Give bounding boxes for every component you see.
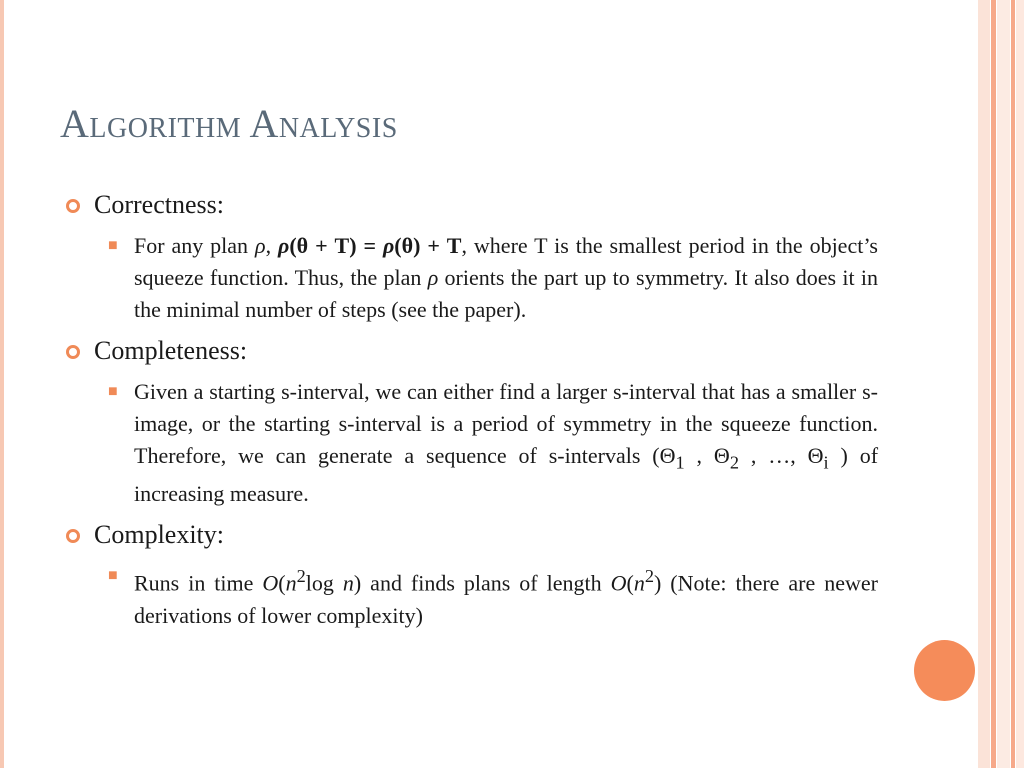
slide-content: [64, 186, 878, 638]
ring-bullet-icon: [66, 345, 80, 359]
right-stripe-decoration: [997, 0, 1010, 768]
right-stripe-decoration: [1016, 0, 1024, 768]
right-stripe-decoration: [1011, 0, 1015, 768]
section-heading-completeness: Completeness:: [64, 332, 878, 370]
section-heading-correctness: Correctness:: [64, 186, 878, 224]
section-body-correctness: ■ For any plan ρ, ρ(θ + T) = ρ(θ) + T, where T is the smallest period in the object’s squeeze function. Thus, the plan ρ orients the part up to symmetry. It also does it in the minimal number of steps (see the paper).: [108, 233, 879, 322]
right-stripe-decoration: [991, 0, 996, 768]
ring-bullet-icon: [66, 199, 80, 213]
bullet-dot-icon: ■: [108, 383, 118, 400]
section-body-completeness: ■ Given a starting s-interval, we can either find a larger s-interval that has a smaller s-image, or the starting s-interval is a period of symmetry in the squeeze function. Therefore, we can generate a sequence of s-intervals ($\Theta_1$ , $\Theta_2$ , …, $\Theta_i$ ) of increasing measure.: [108, 379, 879, 507]
slide-title: Algorithm Analysis: [60, 101, 398, 146]
bullet-dot-icon: ■: [108, 567, 118, 585]
section-body-complexity: ■ Runs in time $O(n^2\log$ n) and finds plans of length $O(n^2)$ (Note: there are newer derivations of lower complexity): [108, 566, 878, 628]
left-border-decoration: [0, 0, 4, 768]
section-heading-complexity: Complexity:: [64, 516, 878, 554]
bullet-dot-icon: ■: [108, 237, 118, 254]
ring-bullet-icon: [66, 529, 80, 543]
right-stripe-decoration: [978, 0, 990, 768]
orange-circle-decoration: [914, 640, 975, 701]
